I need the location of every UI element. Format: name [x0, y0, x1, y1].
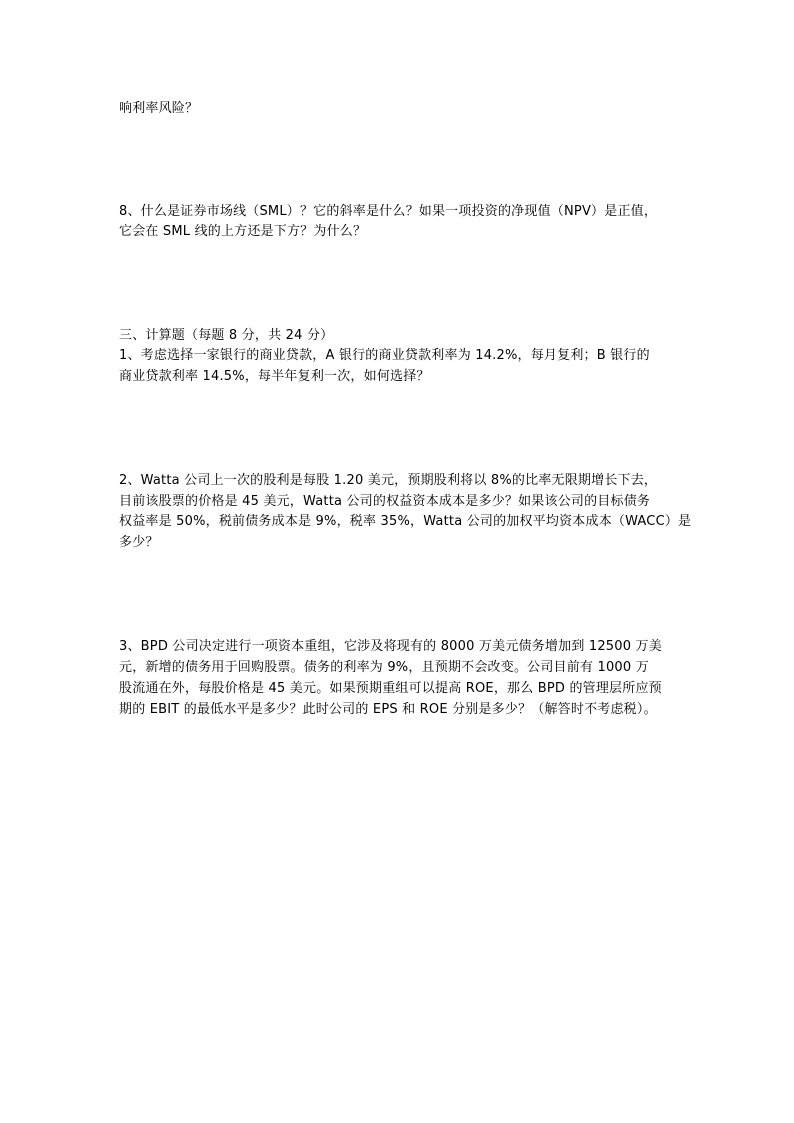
problem-1-line-1: 1、考虑选择一家银行的商业贷款，A 银行的商业贷款利率为 14.2%，每月复利；B 银行的 — [119, 348, 650, 363]
problem-2-line-1: 2、Watta 公司上一次的股利是每股 1.20 美元，预期股利将以 8%的比率无限期增长下去， — [119, 473, 658, 488]
problem-2-line-4: 多少？ — [119, 535, 159, 550]
question-8-line-1: 8、什么是证券市场线（SML）？它的斜率是什么？如果一项投资的净现值（NPV）是正值， — [119, 204, 658, 219]
problem-3-line-2: 元，新增的债务用于回购股票。债务的利率为 9%，且预期不会改变。公司目前有 1000 万 — [119, 660, 649, 675]
problem-3-line-3: 股流通在外，每股价格是 45 美元。如果预期重组可以提高 ROE，那么 BPD 的管理层所应预 — [119, 681, 662, 696]
section-3-heading: 三、计算题（每题 8 分，共 24 分） — [119, 328, 334, 343]
problem-1-line-2: 商业贷款利率 14.5%，每半年复利一次，如何选择？ — [119, 369, 430, 384]
question-7-continuation: 响利率风险？ — [119, 101, 199, 116]
problem-3-line-1: 3、BPD 公司决定进行一项资本重组，它涉及将现有的 8000 万美元债务增加到 12500 万美 — [119, 639, 662, 654]
question-8-line-2: 它会在 SML 线的上方还是下方？为什么？ — [119, 224, 367, 239]
problem-2-line-2: 目前该股票的价格是 45 美元，Watta 公司的权益资本成本是多少？如果该公司的目标债务 — [119, 494, 651, 509]
problem-2-line-3: 权益率是 50%，税前债务成本是 9%，税率 35%，Watta 公司的加权平均资本成本（WACC）是 — [119, 514, 692, 529]
problem-3-line-4: 期的 EBIT 的最低水平是多少？此时公司的 EPS 和 ROE 分别是多少？（解答时不考虑税）。 — [119, 702, 657, 717]
